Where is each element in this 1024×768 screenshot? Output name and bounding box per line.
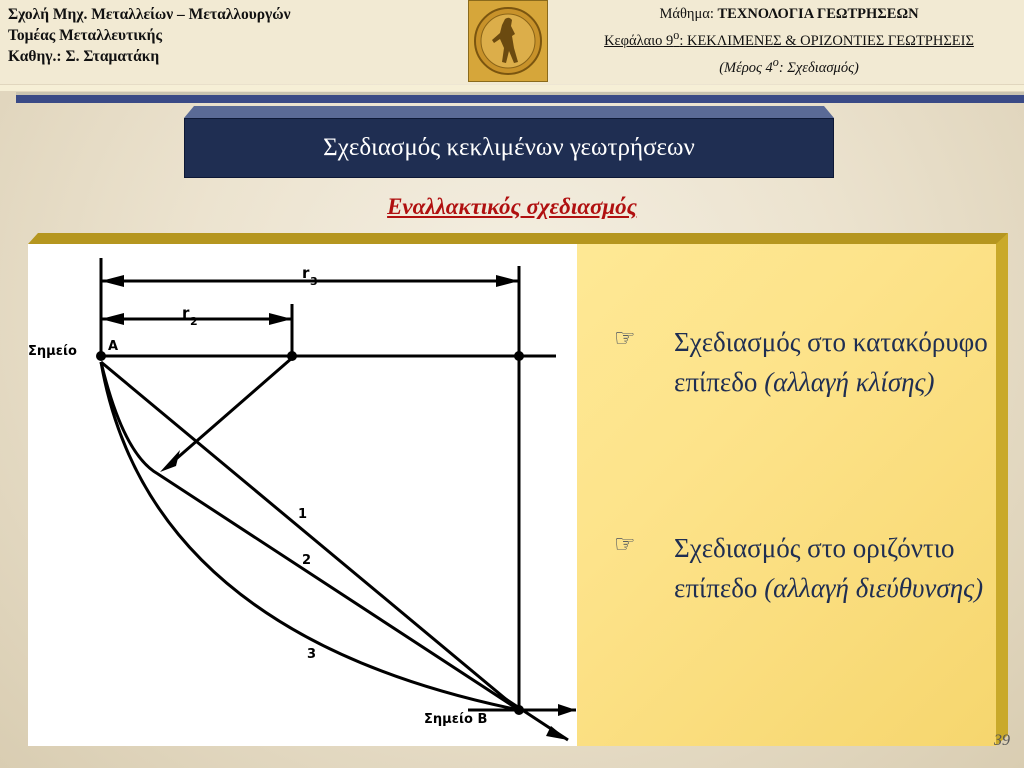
part-sup: ο <box>772 54 779 69</box>
part-line <box>556 52 1022 79</box>
header <box>0 0 1024 84</box>
r3-label-sub: 3 <box>310 275 318 288</box>
institution-info <box>8 4 291 67</box>
slide-title: Σχεδιασμός κεκλιμένων γεωτρήσεων <box>323 134 695 161</box>
chapter-label: Κεφάλαιο 9 <box>604 32 674 49</box>
slide-subtitle <box>0 194 1024 220</box>
title-bevel <box>184 106 834 118</box>
point-a-label: Σημείο <box>28 344 77 359</box>
course-prefix: Μάθημα: <box>659 6 718 22</box>
bullet-text <box>674 528 994 608</box>
path-1-label: 1 <box>298 507 308 522</box>
header-divider-light <box>0 85 1024 91</box>
course-line <box>556 4 1022 25</box>
path-3-label: 3 <box>307 647 317 662</box>
pointing-hand-icon: ☞ <box>614 324 636 352</box>
r3-label-base: r <box>302 264 310 282</box>
point-b-label: Σημείο B <box>424 712 488 727</box>
bullet-main: Σχεδιασμός στο κατακόρυφο επίπεδο <box>674 327 988 397</box>
chapter-title: : ΚΕΚΛΙΜΕΝΕΣ & ΟΡΙΖΟΝΤΙΕΣ ΓΕΩΤΡΗΣΕΙΣ <box>679 32 974 49</box>
professor-line <box>8 46 291 67</box>
radius-arrow-line <box>168 358 292 466</box>
university-logo <box>468 0 548 82</box>
part-label: (Μέρος 4 <box>719 59 773 76</box>
bullet-italic: (αλλαγή κλίσης) <box>764 367 935 397</box>
header-divider-blue <box>16 95 1024 103</box>
a-letter: A <box>108 339 119 354</box>
slide-title-box <box>184 106 834 178</box>
panel-bevel-right <box>996 233 1010 745</box>
chapter-sup: ο <box>673 28 680 42</box>
path-2-label: 2 <box>302 553 312 568</box>
professor-name: Σ. Σταματάκη <box>65 48 160 65</box>
bullet-italic: (αλλαγή διεύθυνσης) <box>764 573 984 603</box>
r2-label-sub: 2 <box>190 315 198 328</box>
subtitle-text: Εναλλακτικός σχεδιασμός <box>387 194 637 219</box>
chapter-line <box>556 25 1022 52</box>
course-info <box>556 4 1022 79</box>
bullet-text <box>674 322 994 402</box>
page-number: 39 <box>994 732 1010 749</box>
drilling-design-diagram <box>28 244 577 746</box>
course-title: ΤΕΧΝΟΛΟΓΙΑ ΓΕΩΤΡΗΣΕΩΝ <box>717 6 919 22</box>
bullet-main: Σχεδιασμός στο οριζόντιο επίπεδο <box>674 533 955 603</box>
r2-label-base: r <box>182 304 190 322</box>
professor-prefix: Καθηγ.: <box>8 48 66 65</box>
school-name: Σχολή Μηχ. Μεταλλείων – Μεταλλουργών <box>8 6 291 23</box>
pointing-hand-icon: ☞ <box>614 530 636 558</box>
department-name: Τομέας Μεταλλευτικής <box>8 27 162 44</box>
part-title: : Σχεδιασμός) <box>778 59 859 76</box>
